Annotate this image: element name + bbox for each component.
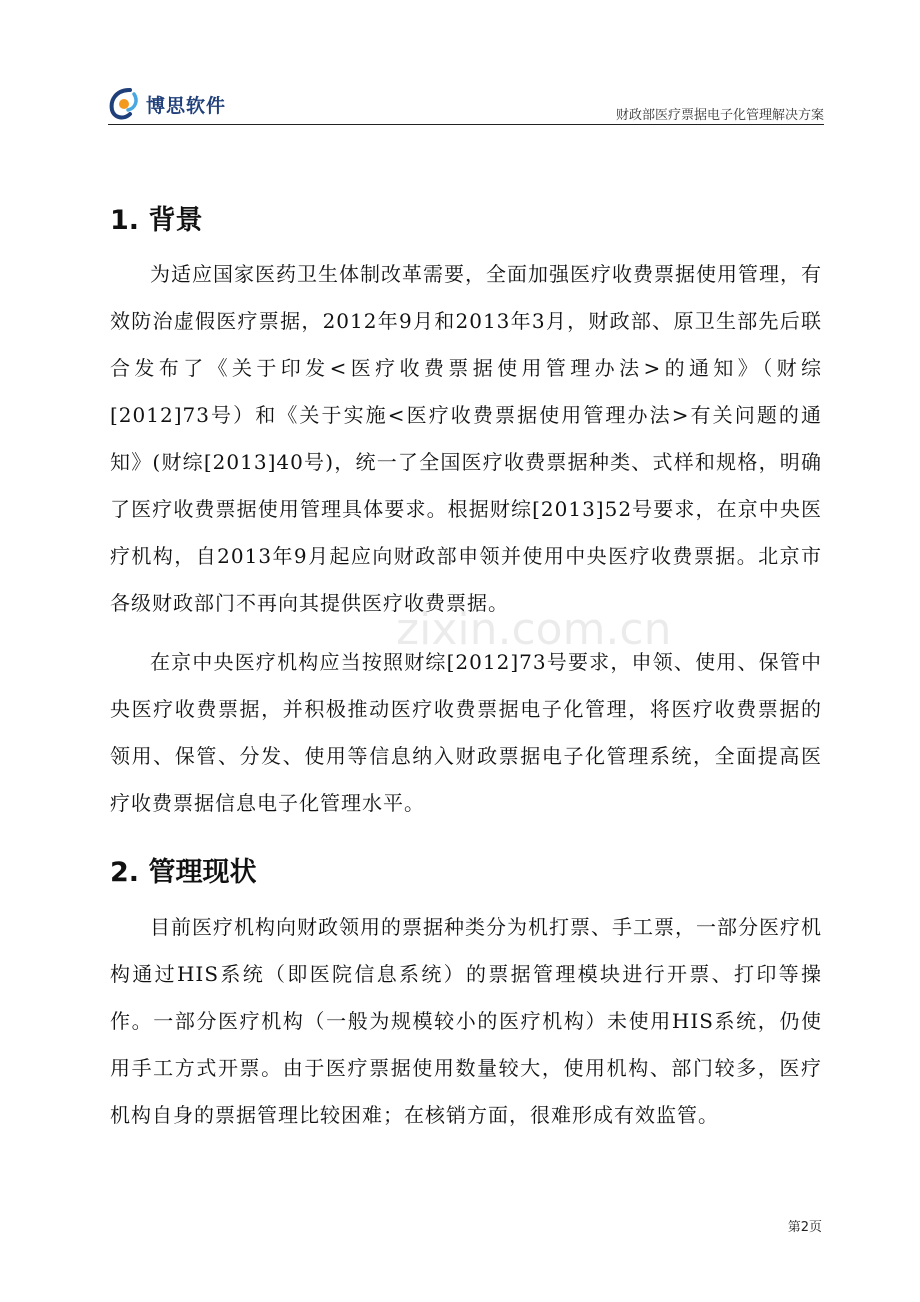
paragraph: 在京中央医疗机构应当按照财综[2012]73号要求，申领、使用、保管中央医疗收费票据，并积极推动医疗收费票据电子化管理，将医疗收费票据的领用、保管、分发、使用等信息纳入财政票据电子化管理系统，全面提高医疗收费票据信息电子化管理水平。 [110, 650, 822, 815]
section-title-status: 2. 管理现状 [110, 857, 257, 888]
page-header [108, 78, 824, 124]
company-logo [108, 84, 226, 124]
paragraph: 为适应国家医药卫生体制改革需要，全面加强医疗收费票据使用管理，有效防治虚假医疗票据，2012年9月和2013年3月，财政部、原卫生部先后联合发布了《关于印发<医疗收费票据使用管理办法>的通知》（财综[2012]73号）和《关于实施<医疗收费票据使用管理办法>有关问题的通知》(财综[2013]40号)，统一了全国医疗收费票据种类、式样和规格，明确了医疗收费票据使用管理具体要求。根据财综[2013]52号要求，在京中央医疗机构，自2013年9月起应向财政部申领并使用中央医疗收费票据。北京市各级财政部门不再向其提供医疗收费票据。 [110, 262, 822, 615]
section-title-background: 1. 背景 [110, 205, 203, 236]
paragraph: 目前医疗机构向财政领用的票据种类分为机打票、手工票，一部分医疗机构通过HIS系统（即医院信息系统）的票据管理模块进行开票、打印等操作。一部分医疗机构（一般为规模较小的医疗机构）未使用HIS系统，仍使用手工方式开票。由于医疗票据使用数量较大，使用机构、部门较多，医疗机构自身的票据管理比较困难；在核销方面，很难形成有效监管。 [110, 915, 822, 1127]
swirl-logo-icon [108, 86, 142, 122]
header-divider [108, 124, 824, 125]
watermark: zixin.com.cn [396, 604, 672, 655]
logo-text: 博思软件 [146, 94, 227, 117]
page-number: 第2页 [787, 1220, 822, 1235]
document-title: 财政部医疗票据电子化管理解决方案 [615, 108, 824, 123]
